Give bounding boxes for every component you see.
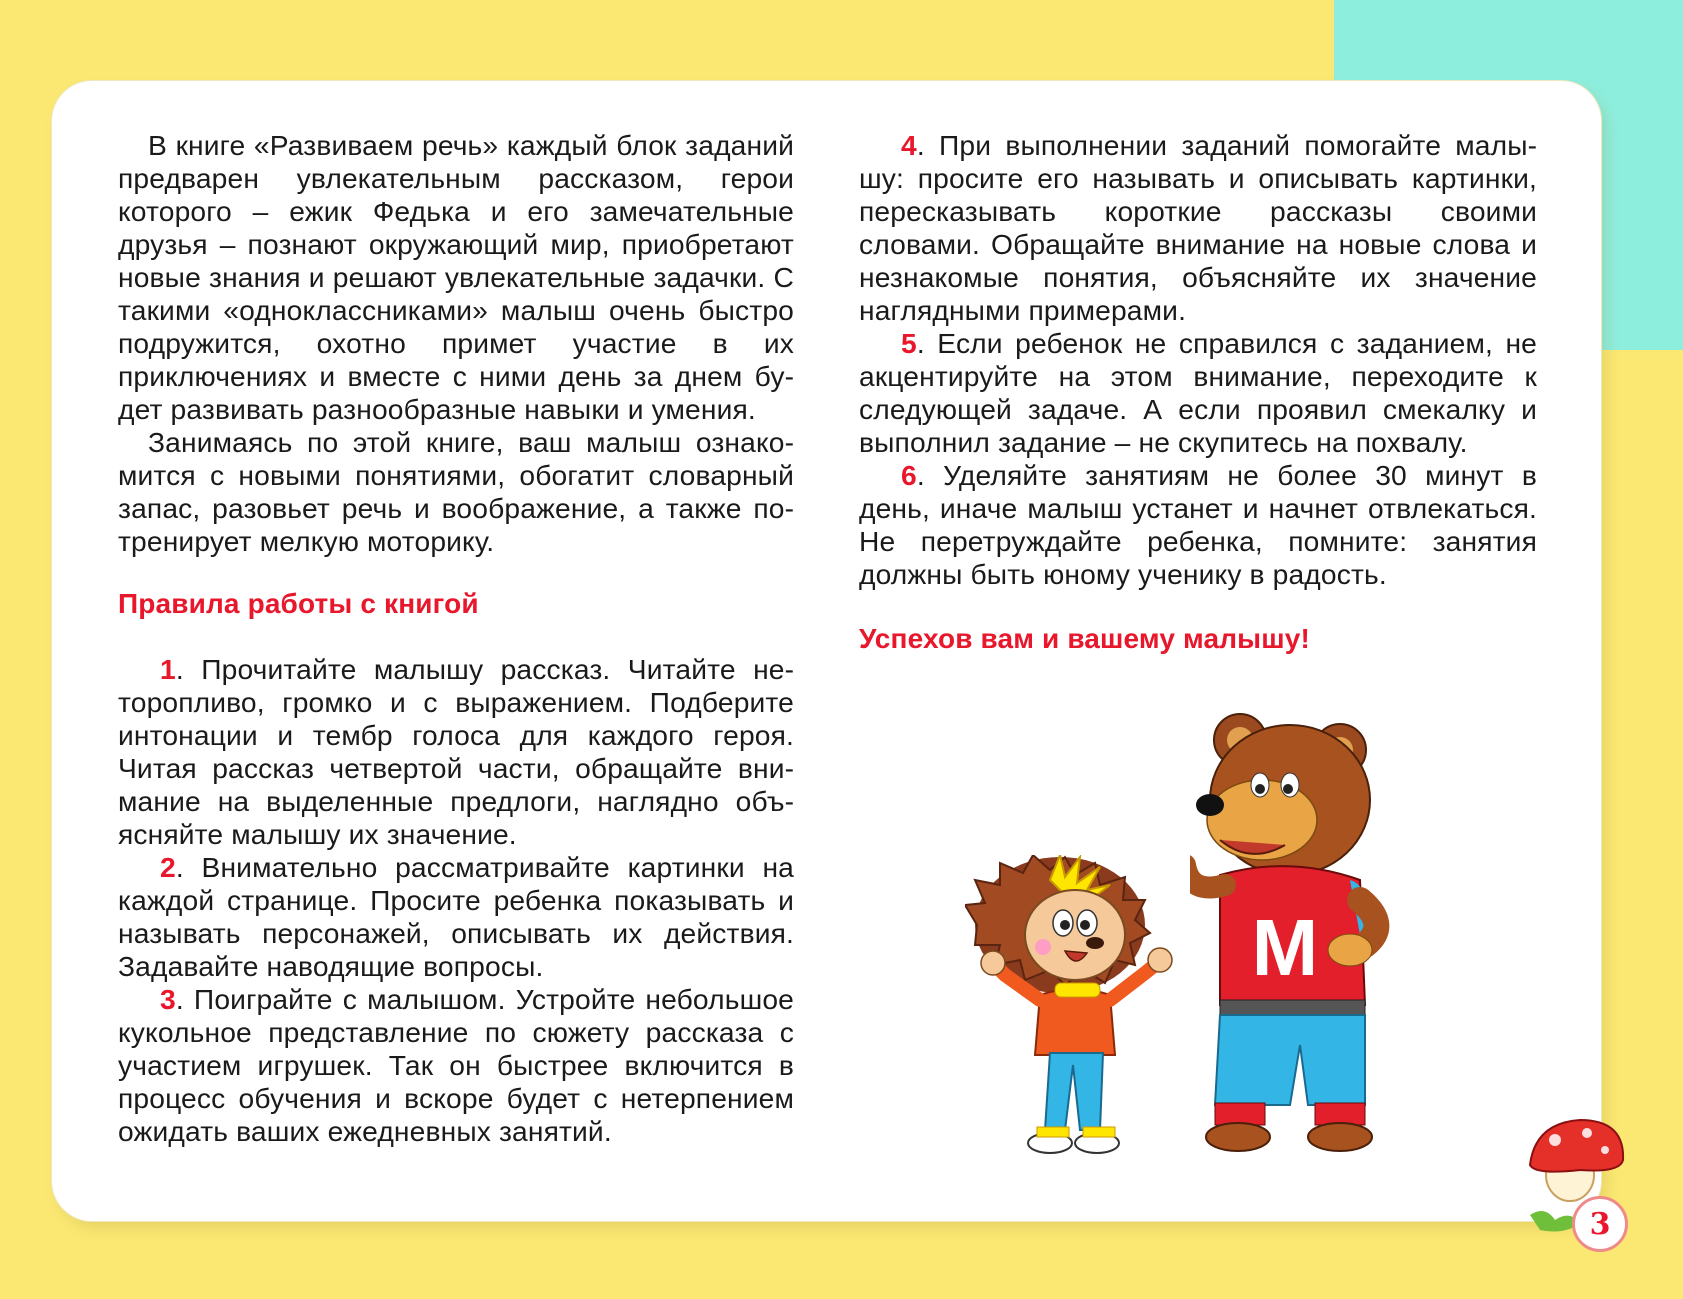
rule-text: . Внимательно рассматривайте картинки на каждой странице. Просите ребенка показывать и называть персонажей, описывать их действия. Задавайте наводящие вопросы. (118, 851, 794, 982)
rule-1 (118, 653, 794, 851)
rule-text: . При выполнении заданий помогайте малышу: просите его называть и описывать картинки, пересказывать короткие рассказы своими словами. Обращайте внимание на новые слова и незнакомые понятия, объясняйте их значение наглядными примерами. (859, 129, 1537, 326)
intro-paragraph-1: В книге «Развиваем речь» каждый блок заданий предварен увлекательным рассказом, герои которого – ежик Федька и его замечательные друзья – познают окружающий мир, приобретают новые знания и решают увлекательные задачки. С такими «одноклассниками» малыш очень быстро подружится, охотно примет участие в их приключениях и вместе с ними день за днем будет развивать разнообразные навыки и умения. (118, 129, 794, 425)
page-number: 3 (1572, 1196, 1628, 1252)
rule-number: 2 (160, 851, 176, 883)
rule-text: . Уделяйте занятиям не более 30 минут в день, иначе малыш устанет и начнет отвлекаться. Не перетруждайте ребенка, помните: занятия должны быть юному ученику в радость. (859, 459, 1537, 590)
bear-shirt-letter: М (1251, 903, 1319, 992)
rule-4 (859, 129, 1537, 327)
rule-number: 1 (160, 653, 176, 685)
bear-illustration (1190, 705, 1480, 1165)
rule-3 (118, 983, 794, 1148)
rule-text: . Поиграйте с малышом. Устройте небольшое кукольное представление по сюжету рассказа с участием игрушек. Так он быстрее включится в процесс обучения и вскоре будет с нетерпением ожидать ваших ежедневных занятий. (118, 983, 794, 1147)
rule-text: . Прочитайте малышу рассказ. Читайте неторопливо, громко и с выражением. Подберите интонации и тембр голоса для каждого героя. Читая рассказ четвертой части, обращайте внимание на выделенные предлоги, наглядно объясняйте малышу их значение. (118, 653, 794, 850)
rule-number: 5 (901, 327, 917, 359)
hedgehog-face (1025, 890, 1125, 980)
rule-text: . Если ребенок не справился с заданием, не акцентируйте на этом внимание, переходите к следующей задаче. А если проявил смекалку и выполнил задание – не скупитесь на похвалу. (859, 327, 1537, 458)
rule-6 (859, 459, 1537, 591)
rule-number: 6 (901, 459, 917, 491)
closing-heading: Успехов вам и вашему малышу! (859, 623, 1310, 654)
hedgehog-shirt (1035, 989, 1115, 1055)
rule-5 (859, 327, 1537, 459)
left-column (118, 129, 794, 1148)
hedgehog-jeans (1045, 1053, 1103, 1130)
rules-heading: Правила работы с книгой (118, 588, 479, 619)
rule-number: 3 (160, 983, 176, 1015)
hedgehog-illustration (965, 855, 1195, 1165)
right-column (859, 129, 1537, 655)
rule-number: 4 (901, 129, 917, 161)
rule-2 (118, 851, 794, 983)
intro-paragraph-2: Занимаясь по этой книге, ваш малыш ознакомится с новыми понятиями, обогатит словарный запас, разовьет речь и воображение, а также потренирует мелкую моторику. (118, 426, 794, 557)
bear-pants (1215, 1015, 1365, 1105)
